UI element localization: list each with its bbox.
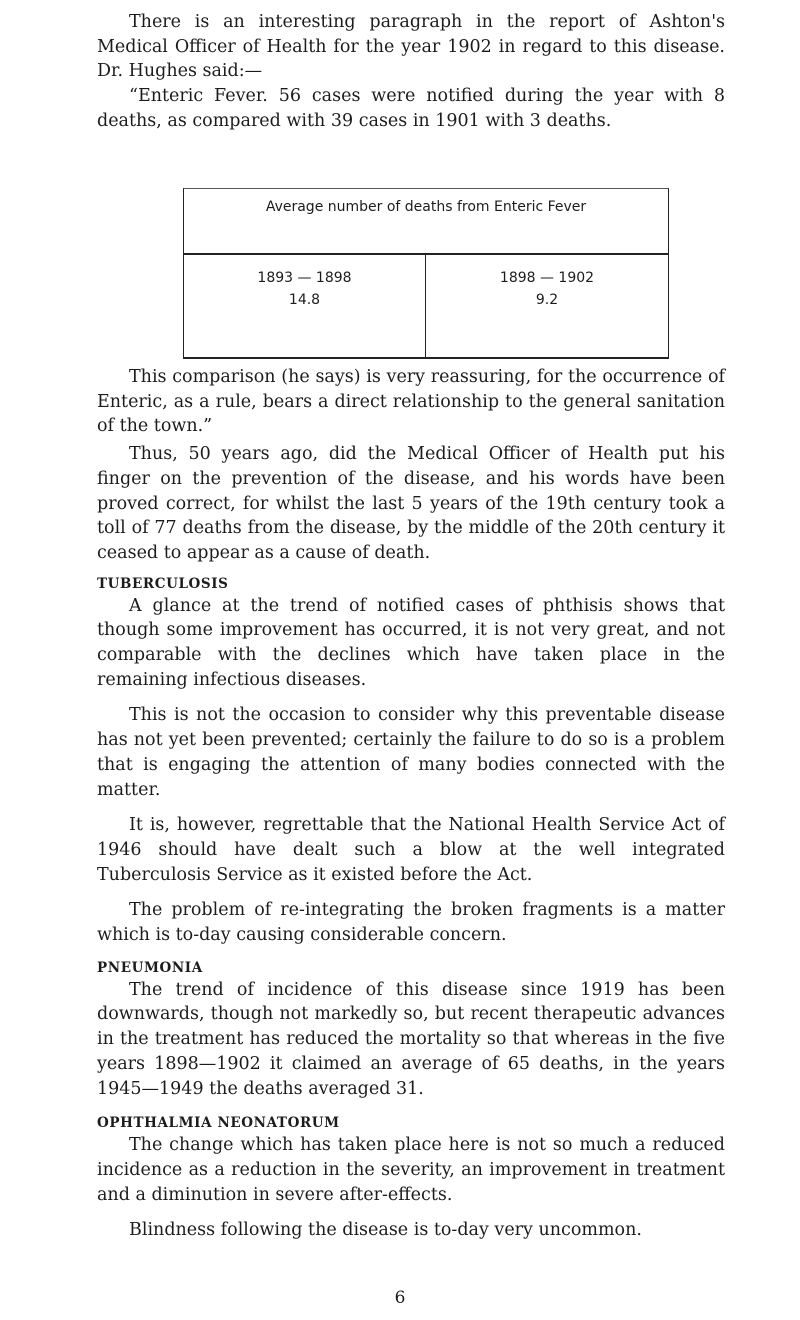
table-period-2: 1898 — 1902 <box>499 270 595 286</box>
page-number: 6 <box>394 1288 406 1308</box>
table-period-1: 1893 — 1898 <box>257 270 352 286</box>
ophth-change-paragraph: The change which has taken place here is not so much a reduced incidence as a reduction in the severity, an improvement in treatment and a diminution in severe after-effects. <box>97 1135 725 1205</box>
heading-tuberculosis: TUBERCULOSIS <box>97 575 229 592</box>
tb-occasion-paragraph: This is not the occasion to consider why this preventable disease has not yet been prevented; certainly the failure to do so is a problem that is engaging the attention of many bodies connected with the matter. <box>97 705 725 800</box>
comparison-paragraph: This comparison (he says) is very reassuring, for the occurrence of Enteric, as a rule, bears a direct relationship to the general sanitation of the town.” <box>97 367 725 437</box>
body-block <box>97 365 725 1243</box>
ophth-blindness-paragraph: Blindness following the disease is to-day very uncommon. <box>129 1220 642 1241</box>
tb-regrettable-paragraph: It is, however, regrettable that the National Health Service Act of 1946 should have dealt such a blow at the well integrated Tuberculosis Service as it existed before the Act. <box>97 815 725 885</box>
quote-paragraph: “Enteric Fever. 56 cases were notified during the year with 8 deaths, as compared with 39 cases in 1901 with 3 deaths. <box>97 86 725 131</box>
heading-pneumonia: PNEUMONIA <box>97 959 203 976</box>
table-cell-1898-1902 <box>426 253 668 357</box>
tb-problem-paragraph: The problem of re-integrating the broken fragments is a matter which is to-day causing considerable concern. <box>97 900 725 946</box>
table-header: Average number of deaths from Enteric Fever <box>265 199 587 215</box>
intro-paragraph: There is an interesting paragraph in the report of Ashton's Medical Officer of Health for the year 1902 in regard to this disease. Dr. Hughes said:— <box>97 12 725 82</box>
table-value-2: 9.2 <box>535 292 559 308</box>
intro-block <box>97 10 725 134</box>
table-value-1: 14.8 <box>288 292 321 308</box>
thus-paragraph: Thus, 50 years ago, did the Medical Officer of Health put his finger on the prevention of the disease, and his words have been proved correct, for whilst the last 5 years of the 19th century took a toll of 77 deaths from the disease, by the middle of the 20th century it ceased to appear as a cause of death. <box>97 444 725 563</box>
pneumonia-paragraph: The trend of incidence of this disease since 1919 has been downwards, though not markedly so, but recent therapeutic advances in the treatment has reduced the mortality so that whereas in the five years 1898—1902 it claimed an average of 65 deaths, in the years 1945—1949 the deaths averaged 31. <box>97 979 725 1099</box>
enteric-deaths-table <box>183 188 669 359</box>
table-cell-1893-1898 <box>184 253 426 357</box>
tb-glance-paragraph: A glance at the trend of notified cases of phthisis shows that though some improvement has occurred, it is not very great, and not comparable with the declines which have taken place in the remaining infectious diseases. <box>97 595 725 690</box>
heading-ophthalmia: OPHTHALMIA NEONATORUM <box>97 1115 340 1132</box>
